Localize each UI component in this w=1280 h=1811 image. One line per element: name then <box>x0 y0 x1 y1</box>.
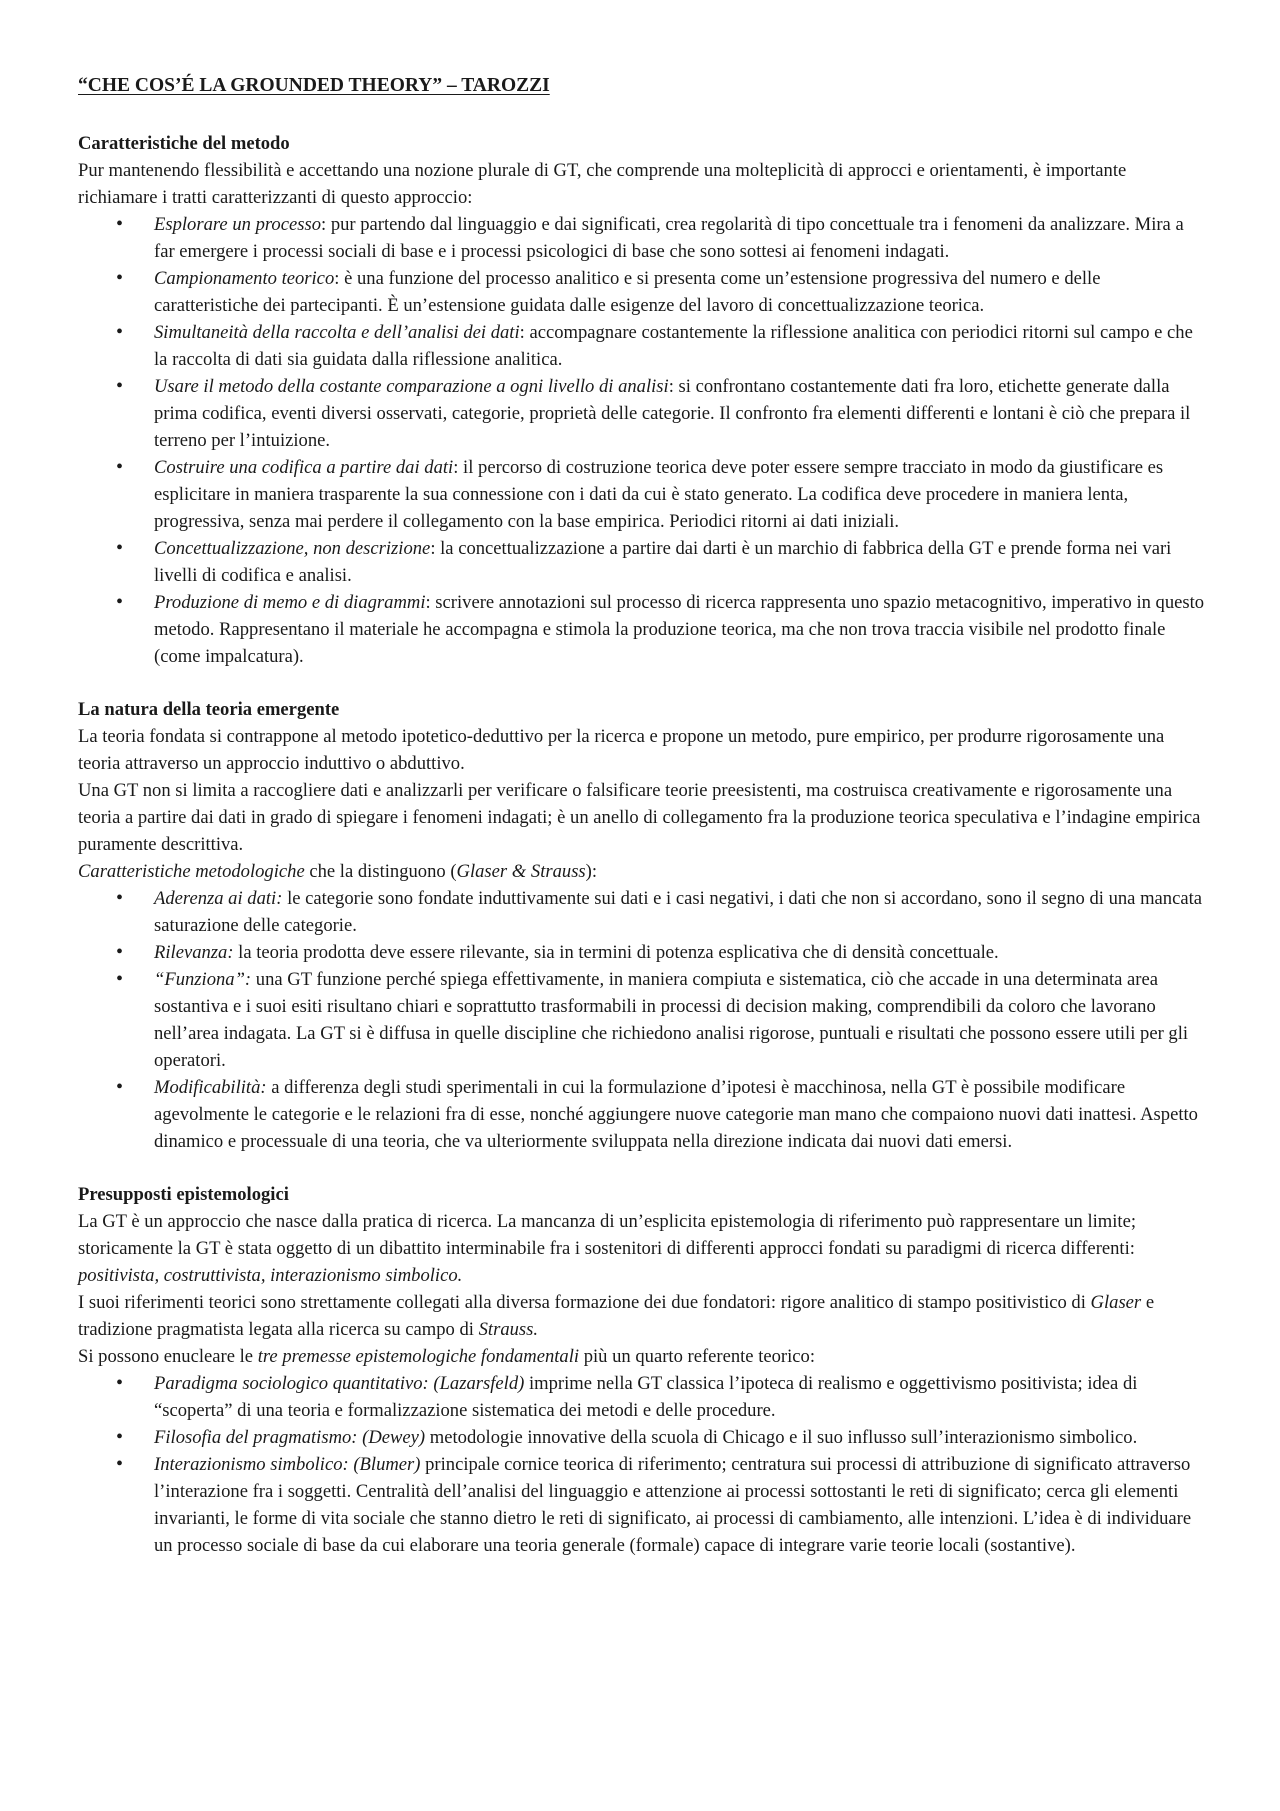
item-text: principale cornice teorica di riferimento; centratura sui processi di attribuzione di significato attraverso l’interazione fra i soggetti. Centralità dell’analisi del linguaggio e attenzione ai processi sottostanti le reti di significato; cerca gli elementi invarianti, le forme di vita sociale che stanno dietro le reti di significato, ai processi di cambiamento, alle intenzioni. L’idea è di individuare un processo sociale di base da cui elaborare una teoria generale (formale) capace di integrare varie teorie locali (sostantive). <box>154 1454 1192 1556</box>
item-text: metodologie innovative della scuola di Chicago e il suo influsso sull’interazionismo simbolico. <box>425 1427 1138 1448</box>
list-item <box>78 535 1208 589</box>
item-separator: : <box>334 268 340 289</box>
item-term: Concettualizzazione, non descrizione <box>154 538 431 559</box>
bullet-icon: • <box>116 321 124 343</box>
section-presupposti <box>78 1181 1208 1559</box>
paragraph <box>78 858 1208 885</box>
text-run: ): <box>585 861 598 882</box>
item-term: Esplorare un processo <box>154 214 321 235</box>
item-term: Filosofia del pragmatismo: (Dewey) <box>154 1427 426 1448</box>
list-item <box>78 1424 1208 1451</box>
paragraph: La teoria fondata si contrappone al metodo ipotetico-deduttivo per la ricerca e propone un metodo, pure empirico, per produrre rigorosamente una teoria attraverso un approccio induttivo o abduttivo. <box>78 726 1165 774</box>
item-term: Rilevanza: <box>154 942 234 963</box>
list-item <box>78 211 1208 265</box>
item-term: Simultaneità della raccolta e dell’analisi dei dati <box>154 322 520 343</box>
item-term: Aderenza ai dati: <box>154 888 283 909</box>
italic-phrase: positivista, costruttivista, interazionismo simbolico. <box>78 1265 463 1286</box>
section-caratteristiche <box>78 130 1208 670</box>
item-text: una GT funzione perché spiega effettivamente, in maniera compiuta e sistematica, ciò che accade in una determinata area sostantiva e i suoi esiti risultano chiari e soprattutto trasformabili in processi di decision making, comprendibili da coloro che lavorano nell’area indagata. La GT si è diffusa in quelle discipline che richiedono analisi rigorose, puntuali e risultati che possono essere utili per gli operatori. <box>154 969 1189 1071</box>
list-item <box>78 1451 1208 1559</box>
item-term: Campionamento teorico <box>154 268 335 289</box>
paragraph: Una GT non si limita a raccogliere dati e analizzarli per verificare o falsificare teorie preesistenti, ma costruisca creativamente e rigorosamente una teoria a partire dai dati in grado di spiegare i fenomeni indagati; è un anello di collegamento fra la produzione teorica speculativa e l’indagine empirica puramente descrittiva. <box>78 780 1201 855</box>
document-page <box>78 72 1208 1585</box>
list-item <box>78 1074 1208 1155</box>
item-separator: : <box>519 322 525 343</box>
item-text: il percorso di costruzione teorica deve poter essere sempre tracciato in modo da giustificare es esplicitare in maniera trasparente la sua connessione con i dati da cui è stato generato. La codifica deve procedere in maniera lenta, progressiva, senza mai perdere il collegamento con la base empirica. Periodici ritorni ai dati iniziali. <box>154 457 1164 532</box>
item-term: Modificabilità: <box>154 1077 267 1098</box>
item-text: le categorie sono fondate induttivamente sui dati e i casi negativi, i dati che non si accordano, sono il segno di una mancata saturazione delle categorie. <box>154 888 1203 936</box>
italic-phrase: tre premesse epistemologiche fondamentali <box>257 1346 580 1367</box>
bullet-icon: • <box>116 267 124 289</box>
bullet-icon: • <box>116 213 124 235</box>
list-item <box>78 373 1208 454</box>
text-run: Si possono enucleare le <box>78 1346 258 1367</box>
text-run: La GT è un approccio che nasce dalla pratica di ricerca. La mancanza di un’esplicita epistemologia di riferimento può rappresentare un limite; storicamente la GT è stata oggetto di un dibattito interminabile fra i sostenitori di differenti approcci fondati su paradigmi di ricerca differenti: <box>78 1211 1137 1259</box>
bullet-icon: • <box>116 456 124 478</box>
bullet-icon: • <box>116 968 124 990</box>
bullet-icon: • <box>116 591 124 613</box>
item-text: si confrontano costantemente dati fra loro, etichette generate dalla prima codifica, eventi diversi osservati, categorie, proprietà delle categorie. Il confronto fra elementi differenti e lontani è ciò che prepara il terreno per l’intuizione. <box>154 376 1191 451</box>
bullet-list <box>78 211 1208 670</box>
section-heading: La natura della teoria emergente <box>78 699 340 720</box>
item-text: a differenza degli studi sperimentali in cui la formulazione d’ipotesi è macchinosa, nella GT è possibile modificare agevolmente le categorie e le relazioni fra di esse, nonché aggiungere nuove categorie man mano che compaiono nuovi dati inattesi. Aspetto dinamico e processuale di una teoria, che va ulteriormente sviluppata nella direzione indicata dai nuovi dati emersi. <box>154 1077 1198 1152</box>
text-run: I suoi riferimenti teorici sono strettamente collegati alla diversa formazione dei due fondatori: rigore analitico di stampo positivistico di <box>78 1292 1091 1313</box>
text-run: più un quarto referente teorico: <box>579 1346 815 1367</box>
item-text: è una funzione del processo analitico e si presenta come un’estensione progressiva del numero e delle caratteristiche dei partecipanti. È un’estensione guidata dalle esigenze del lavoro di concettualizzazione teorica. <box>154 268 1101 316</box>
list-item <box>78 265 1208 319</box>
bullet-icon: • <box>116 1426 124 1448</box>
italic-phrase: Caratteristiche metodologiche <box>78 861 305 882</box>
item-separator: : <box>668 376 674 397</box>
bullet-icon: • <box>116 1372 124 1394</box>
text-run: che la distinguono ( <box>304 861 457 882</box>
bullet-list <box>78 1370 1208 1559</box>
item-term: “Funziona”: <box>154 969 252 990</box>
text-run: e tradizione pragmatista legata alla ricerca su campo di <box>78 1292 1155 1340</box>
bullet-icon: • <box>116 375 124 397</box>
item-term: Usare il metodo della costante comparazione a ogni livello di analisi <box>154 376 669 397</box>
list-item <box>78 966 1208 1074</box>
section-natura-teoria <box>78 696 1208 1155</box>
bullet-icon: • <box>116 887 124 909</box>
bullet-icon: • <box>116 1076 124 1098</box>
section-intro: Pur mantenendo flessibilità e accettando una nozione plurale di GT, che comprende una molteplicità di approcci e orientamenti, è importante richiamare i tratti caratterizzanti di questo approccio: <box>78 160 1127 208</box>
list-item <box>78 319 1208 373</box>
item-separator: : <box>453 457 459 478</box>
citation: Glaser & Strauss <box>456 861 586 882</box>
bullet-icon: • <box>116 1453 124 1475</box>
bullet-list <box>78 885 1208 1155</box>
author-glaser: Glaser <box>1090 1292 1142 1313</box>
list-item <box>78 589 1208 670</box>
item-separator: : <box>321 214 327 235</box>
list-item <box>78 1370 1208 1424</box>
paragraph <box>78 1343 1208 1370</box>
bullet-icon: • <box>116 941 124 963</box>
paragraph <box>78 1289 1208 1343</box>
author-strauss: Strauss. <box>478 1319 539 1340</box>
list-item <box>78 939 1208 966</box>
document-title: “CHE COS’É LA GROUNDED THEORY” – TAROZZI <box>78 75 550 96</box>
bullet-icon: • <box>116 537 124 559</box>
item-separator: : <box>425 592 431 613</box>
item-text: pur partendo dal linguaggio e dai significati, crea regolarità di tipo concettuale tra i fenomeni da analizzare. Mira a far emergere i processi sociali di base e i processi psicologici di base che sono sottesi ai fenomeni indagati. <box>154 214 1184 262</box>
section-heading: Presupposti epistemologici <box>78 1184 289 1205</box>
list-item <box>78 885 1208 939</box>
item-term: Interazionismo simbolico: (Blumer) <box>154 1454 421 1475</box>
item-text: imprime nella GT classica l’ipoteca di realismo e oggettivismo positivista; idea di “scoperta” di una teoria e formalizzazione sistematica dei metodi e delle procedure. <box>154 1373 1138 1421</box>
item-term: Costruire una codifica a partire dai dati <box>154 457 454 478</box>
paragraph <box>78 1208 1208 1289</box>
item-term: Paradigma sociologico quantitativo: (Lazarsfeld) <box>154 1373 525 1394</box>
item-text: accompagnare costantemente la riflessione analitica con periodici ritorni sul campo e che la raccolta di dati sia guidata dalla riflessione analitica. <box>154 322 1193 370</box>
section-heading: Caratteristiche del metodo <box>78 133 290 154</box>
list-item <box>78 454 1208 535</box>
item-term: Produzione di memo e di diagrammi <box>154 592 426 613</box>
item-text: scrivere annotazioni sul processo di ricerca rappresenta uno spazio metacognitivo, imperativo in questo metodo. Rappresentano il materiale he accompagna e stimola la produzione teorica, ma che non trova traccia visibile nel prodotto finale (come impalcatura). <box>154 592 1205 667</box>
item-separator: : <box>430 538 436 559</box>
item-text: la concettualizzazione a partire dai darti è un marchio di fabbrica della GT e prende forma nei vari livelli di codifica e analisi. <box>154 538 1172 586</box>
item-text: la teoria prodotta deve essere rilevante, sia in termini di potenza esplicativa che di densità concettuale. <box>233 942 999 963</box>
